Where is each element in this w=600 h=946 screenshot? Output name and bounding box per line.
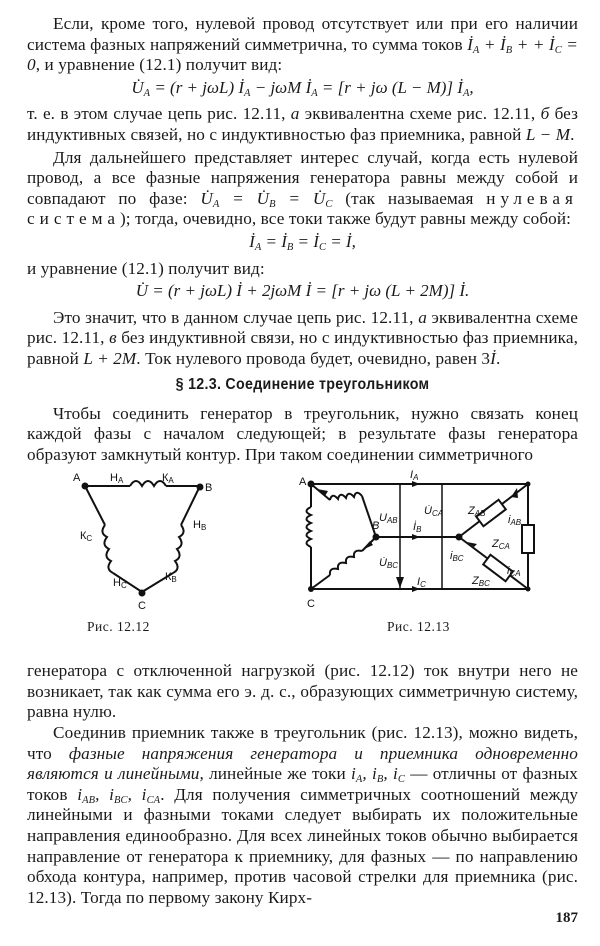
- coil-a: [130, 481, 166, 486]
- wire: [311, 575, 330, 589]
- text: без индуктивных связей, но с индуктивностью фаз приемника, равной: [27, 104, 579, 144]
- coil-ca: [307, 507, 312, 547]
- wire: [85, 486, 105, 525]
- text: Для дальнейшего представляет интерес случай, когда есть нулевой провод, а все фазные напряжения генератора равны между собой и совпадают по фазе:: [27, 147, 578, 208]
- text-line: система фазных напряжений симметрична, то сумма токов: [27, 34, 468, 54]
- figures-row: [27, 467, 578, 655]
- formula: L + 2M: [83, 348, 137, 368]
- paragraph-1: [27, 14, 578, 76]
- node-b: [373, 534, 380, 541]
- label-ha: НA: [110, 472, 124, 486]
- text: Соединив приемник также в треугольник (рис. 12.13), можно видеть, что: [27, 723, 578, 763]
- formula: $U̇_A$ = $U̇_B$ = $U̇_C$: [200, 188, 333, 210]
- label-zab: ZAB: [468, 505, 486, 519]
- node-label-b: B: [372, 520, 380, 533]
- label-uca: U̇CA: [424, 505, 444, 519]
- label-zca: ZCA: [492, 538, 510, 552]
- node-label-a: A: [299, 476, 307, 489]
- caption-12-13: Рис. 12.13: [387, 619, 450, 635]
- label-ic: IC: [417, 576, 426, 590]
- text: т. е. в этом случае цепь рис. 12.11,: [27, 104, 291, 124]
- label-ica: iCA: [507, 565, 521, 579]
- text: . Для получения симметричных соотношений между линейными и фазными токами следует выбирать их положительные направления единообразно. Для всех линейных токов обычно выбирается направление от генератора к приемнику, для фазных — по направлению обхода контура, например, против часовой стрелки для приемника (рис. 12.13). Тогда по первому закону Кирх-: [27, 784, 579, 907]
- figure-12-12: [50, 467, 250, 655]
- label-kc: КC: [80, 530, 93, 544]
- paragraph-2: т. е. в этом случае цепь рис. 12.11, а эквивалентна схеме рис. 12.11, б без индуктивных связей, но с индуктивностью фаз приемника, равной L − M.: [27, 104, 579, 144]
- node-receiver-a: [526, 482, 531, 487]
- label-uab: UAB: [379, 512, 398, 526]
- italic-ref: б: [540, 104, 550, 124]
- arrow-uab: [396, 577, 404, 588]
- page-number: 187: [555, 910, 578, 926]
- paragraph-8: [27, 723, 578, 908]
- text: .: [495, 348, 501, 368]
- italic-ref: а: [290, 104, 300, 124]
- current-sum: $İ_A$ + $İ_B$ + + $İ_C = 0$: [27, 34, 578, 75]
- arrow-ib: [412, 534, 420, 540]
- node-receiver: [456, 534, 463, 541]
- formula: $i_{AB}$, $i_{BC}$, $i_{CA}$: [77, 784, 161, 806]
- label-ia: IA: [410, 469, 419, 483]
- label-ubc: U̇BC: [379, 557, 399, 571]
- section-title: § 12.3. Соединение треугольником: [175, 375, 430, 393]
- equation-3: U̇ = (r + jωL) İ + 2jωM İ = [r + jω (L + 2M)] İ.: [135, 281, 470, 301]
- text: линейные же токи: [203, 764, 351, 784]
- node-c: [139, 590, 146, 597]
- text: эквивалентна схеме рис. 12.11,: [27, 307, 578, 348]
- text-line: , и уравнение (12.1) получит вид:: [35, 55, 283, 75]
- text: без индуктивной связи, но с индуктивностью фаз приемника, равной: [27, 328, 578, 368]
- label-kb: КB: [165, 571, 177, 585]
- label-ibc: iBC: [450, 550, 464, 564]
- node-a: [82, 483, 89, 490]
- label-ka: КA: [162, 472, 174, 486]
- coil-ab: [330, 493, 362, 500]
- paragraph-5: [27, 308, 578, 370]
- text: — отличны от фазных токов: [27, 764, 578, 804]
- text-line: Если, кроме того, нулевой провод отсутствует или при его наличии: [53, 14, 578, 33]
- text: . Ток нулевого провода будет, очевидно, равен 3: [136, 348, 491, 368]
- label-ib: İB: [413, 521, 422, 535]
- node-label-c: C: [138, 600, 146, 613]
- label-iab: iAB: [508, 514, 522, 528]
- text: Это значит, что в данном случае цепь рис. 12.11,: [53, 307, 419, 327]
- italic-ref: а: [418, 307, 427, 327]
- coil-c: [102, 525, 113, 573]
- node-a: [308, 481, 315, 488]
- emphasis: фазные напряжения генератора и приемника одновременно являются и линейными,: [27, 743, 578, 784]
- italic-ref: в: [109, 328, 117, 348]
- page-body: [27, 14, 578, 908]
- equation-1: $U̇_A = (r + j\omega L)$ $İ_A - j\omega M$ $İ_A = [r + j\omega$ (L − M)] $İ_A$,: [131, 77, 474, 99]
- paragraph-3: [27, 148, 578, 230]
- paragraph-7: генератора с отключенной нагрузкой (рис. 12.12) ток внутри него не возникает, так как сумма его э. д. с., образующих симметричную систему, равна нулю.: [27, 661, 578, 722]
- text: эквивалентна схеме рис. 12.11,: [299, 104, 541, 124]
- node-b: [197, 484, 204, 491]
- node-label-c: C: [307, 598, 315, 611]
- label-zbc: ZBC: [472, 575, 490, 589]
- caption-12-12: Рис. 12.12: [87, 619, 150, 635]
- node-label-b: B: [205, 482, 213, 495]
- text: (так называемая: [332, 188, 487, 208]
- formula: L − M: [525, 124, 571, 144]
- node-receiver-c: [526, 587, 531, 592]
- spaced-term: нулевая система: [27, 188, 578, 229]
- label-hc: НC: [113, 577, 127, 591]
- arrow-iab: [511, 488, 518, 498]
- node-label-a: A: [73, 472, 81, 485]
- paragraph-4: и уравнение (12.1) получит вид:: [27, 258, 265, 278]
- paragraph-6: Чтобы соединить генератор в треугольник, нужно связать конец каждой фазы с началом следующей; в результате фазы генератора образуют замкнутый контур. При таком соединении симметричного: [27, 403, 578, 464]
- coil-bc: [330, 551, 362, 575]
- node-c: [308, 586, 314, 592]
- resistor-zca: [522, 525, 534, 553]
- label-hb: НB: [193, 519, 207, 533]
- coil-b: [173, 525, 184, 573]
- equation-2: $İ_A$ = $İ_B$ = $İ_C$ = İ,: [249, 231, 356, 253]
- formula: İ: [490, 348, 496, 368]
- text: ); тогда, очевидно, все токи также будут равны между собой:: [119, 209, 572, 229]
- formula: $i_A$, $i_B$, $i_C$: [350, 764, 405, 786]
